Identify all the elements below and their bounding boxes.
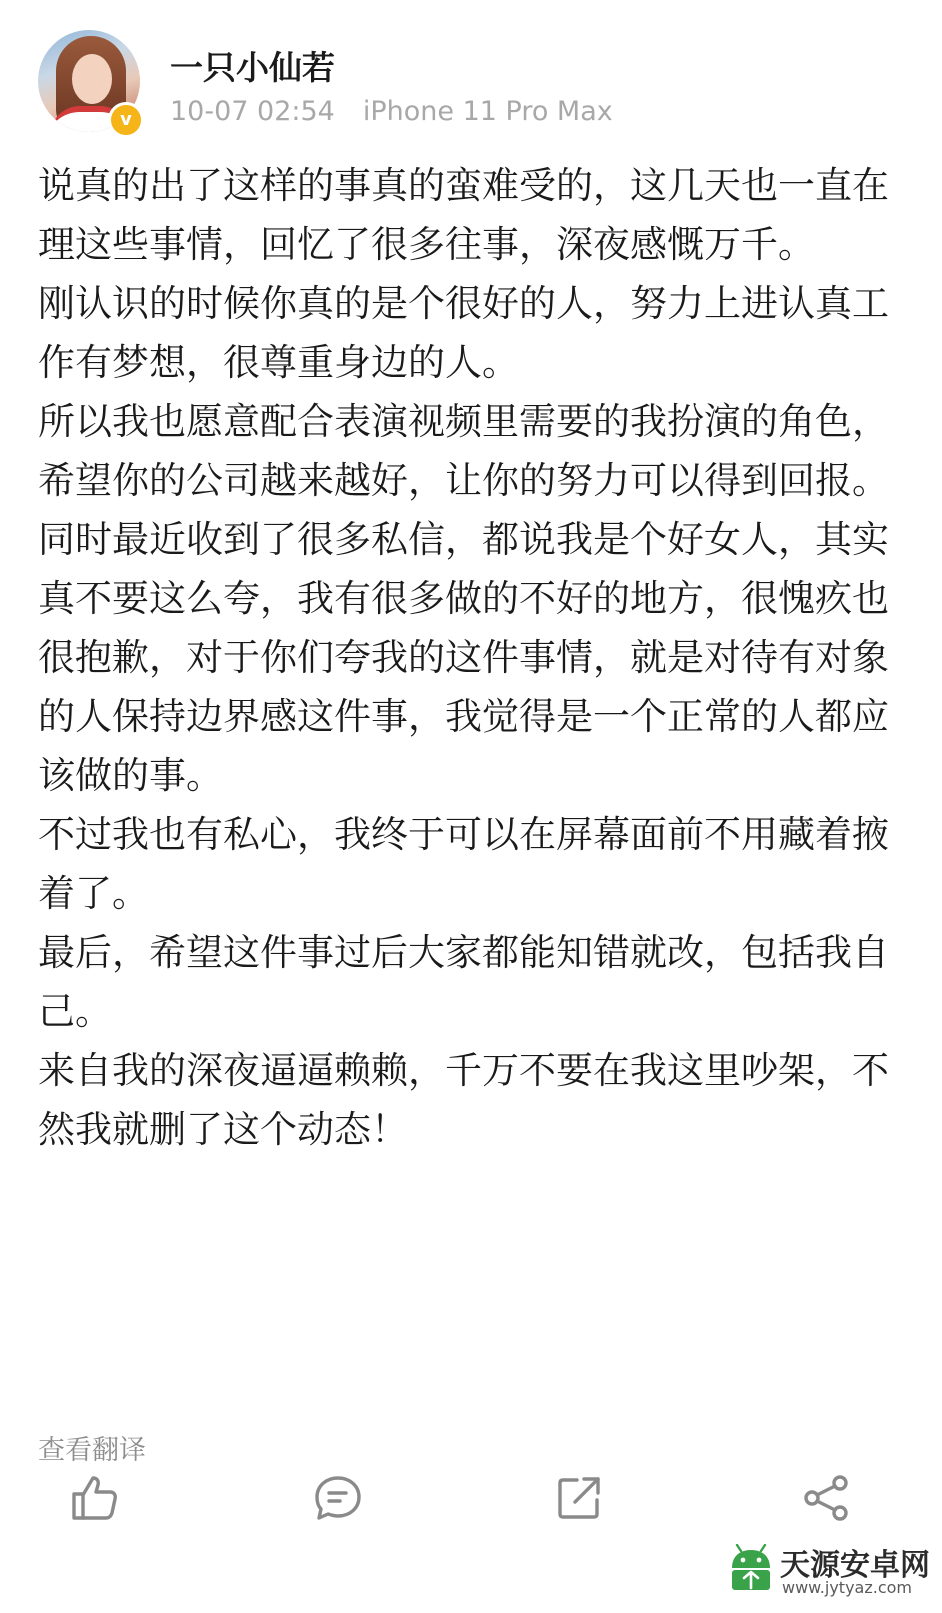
watermark-title: 天源安卓网 [780,1548,930,1583]
avatar-face [72,54,112,104]
post-paragraph: 刚认识的时候你真的是个很好的人，努力上进认真工作有梦想，很尊重身边的人。 [38,282,889,384]
forward-button[interactable] [551,1470,607,1526]
comment-icon [310,1470,366,1526]
post-paragraph: 最后，希望这件事过后大家都能知错就改，包括我自己。 [38,931,889,1033]
post-time: 10-07 02:54 [170,96,335,127]
post-paragraph: 同时最近收到了很多私信，都说我是个好女人，其实真不要这么夸，我有很多做的不好的地方，很愧疚也很抱歉，对于你们夸我的这件事情，就是对待有对象的人保持边界感这件事，我觉得是一个正常的人都应该做的事。 [38,518,889,797]
thumbs-up-icon [66,1470,122,1526]
forward-icon [551,1470,607,1526]
site-watermark [728,1540,938,1602]
post-paragraph: 所以我也愿意配合表演视频里需要的我扮演的角色，希望你的公司越来越好，让你的努力可以得到回报。 [38,400,889,502]
author-name[interactable]: 一只小仙若 [170,48,335,87]
action-bar [0,1470,942,1530]
watermark-url: www.jytyaz.com [782,1578,912,1597]
post-body [38,156,906,1159]
translate-link[interactable]: 查看翻译 [38,1435,146,1466]
verified-badge-icon: v [108,102,144,138]
share-icon [798,1470,854,1526]
like-button[interactable] [66,1470,122,1526]
post-paragraph: 来自我的深夜逼逼赖赖，千万不要在我这里吵架，不然我就删了这个动态！ [38,1049,889,1151]
android-logo-icon [728,1544,774,1598]
post-header [38,30,904,140]
post-paragraph: 不过我也有私心，我终于可以在屏幕面前不用藏着掖着了。 [38,813,889,915]
post-meta [170,96,613,127]
post-paragraph: 说真的出了这样的事真的蛮难受的，这几天也一直在理这些事情，回忆了很多往事，深夜感慨万千。 [38,164,889,266]
comment-button[interactable] [310,1470,366,1526]
post-device: iPhone 11 Pro Max [362,96,613,127]
share-button[interactable] [798,1470,854,1526]
